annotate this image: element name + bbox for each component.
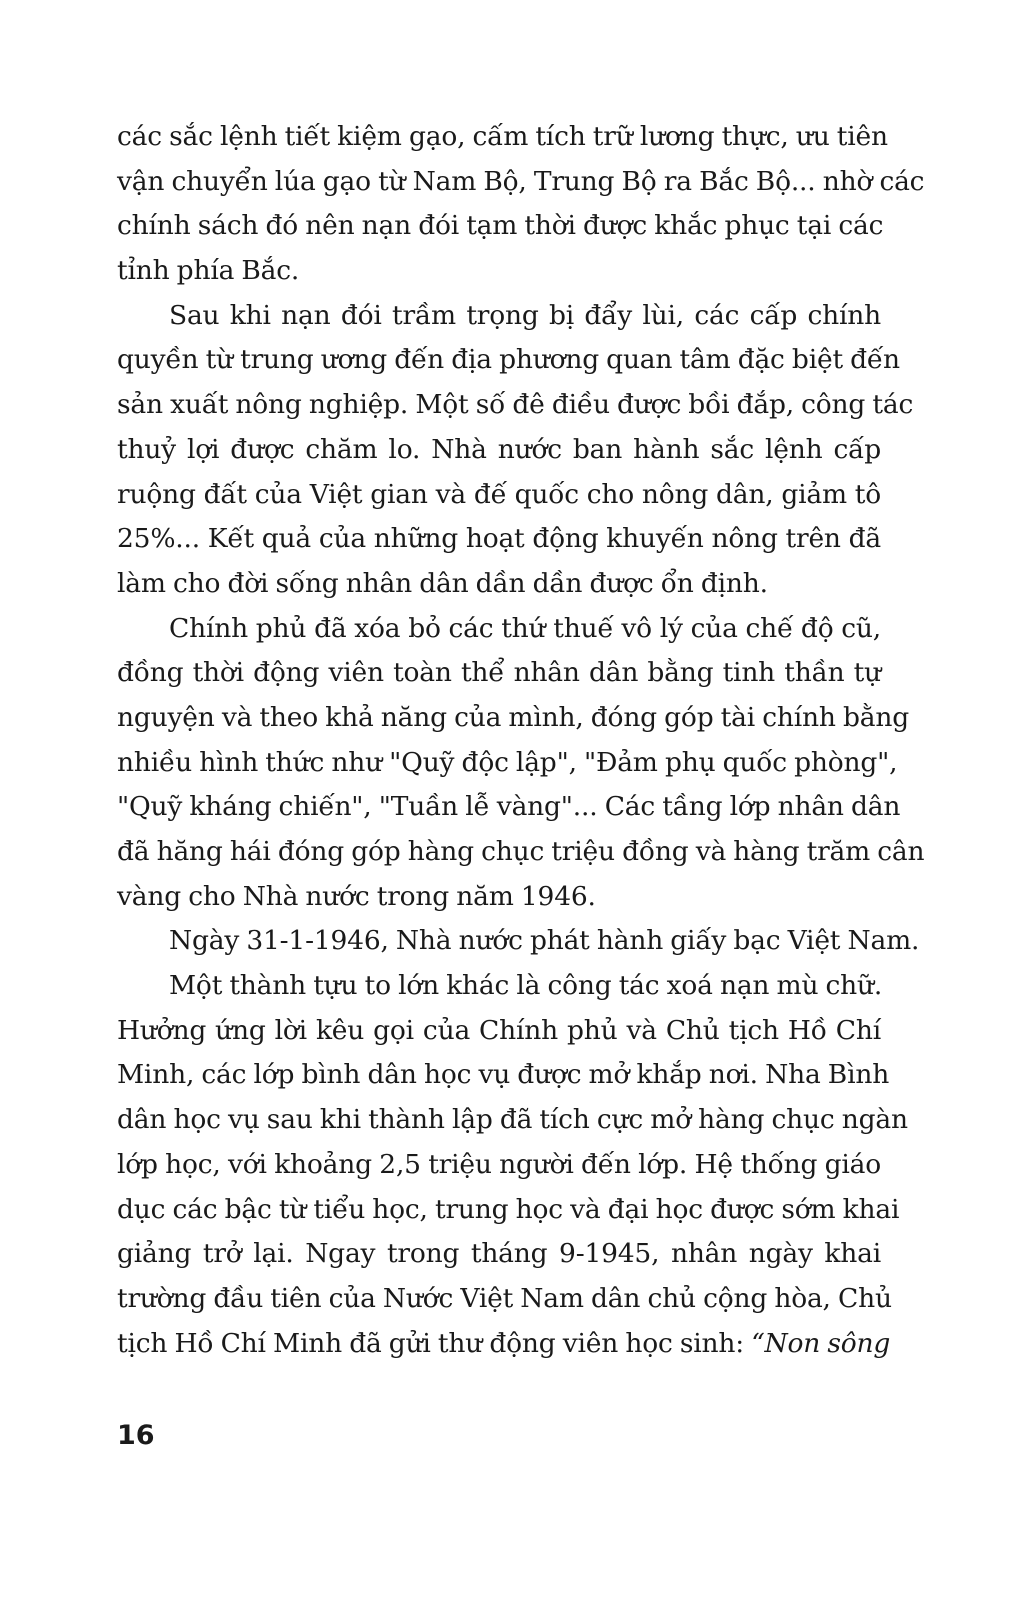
text-line-final-roman: tịch Hồ Chí Minh đã gửi thư động viên học sinh: <box>117 1327 752 1359</box>
text-line: sản xuất nông nghiệp. Một số đê điều được bồi đắp, công tác <box>117 389 914 421</box>
text-line: Sau khi nạn đói trầm trọng bị đẩy lùi, các cấp chính <box>169 299 881 331</box>
text-line: trường đầu tiên của Nước Việt Nam dân chủ cộng hòa, Chủ <box>117 1282 892 1314</box>
text-line: đã hăng hái đóng góp hàng chục triệu đồng và hàng trăm cân <box>117 836 925 867</box>
text-line-final <box>117 1322 891 1367</box>
text-line: Hưởng ứng lời kêu gọi của Chính phủ và Chủ tịch Hồ Chí <box>117 1014 881 1046</box>
quote-start-italic: “Non sông <box>751 1327 891 1359</box>
text-line: nhiều hình thức như "Quỹ độc lập", "Đảm phụ quốc phòng", <box>117 746 898 778</box>
text-line: Ngày 31-1-1946, Nhà nước phát hành giấy bạc Việt Nam. <box>169 925 920 957</box>
text-line: vận chuyển lúa gạo từ Nam Bộ, Trung Bộ ra Bắc Bộ... nhờ các <box>117 165 925 197</box>
text-line: tỉnh phía Bắc. <box>117 255 300 287</box>
text-line: lớp học, với khoảng 2,5 triệu người đến lớp. Hệ thống giáo <box>117 1148 881 1180</box>
text-line: Một thành tựu to lớn khác là công tác xoá nạn mù chữ. <box>169 970 883 1002</box>
text-line: làm cho đời sống nhân dân dần dần được ổn định. <box>117 567 768 599</box>
text-line: đồng thời động viên toàn thể nhân dân bằng tinh thần tự <box>117 657 881 689</box>
text-line: các sắc lệnh tiết kiệm gạo, cấm tích trữ lương thực, ưu tiên <box>117 121 888 152</box>
text-line: thuỷ lợi được chăm lo. Nhà nước ban hành sắc lệnh cấp <box>117 433 881 465</box>
text-line: dục các bậc từ tiểu học, trung học và đại học được sớm khai <box>117 1193 900 1225</box>
page-number: 16 <box>117 1420 155 1451</box>
text-line: vàng cho Nhà nước trong năm 1946. <box>117 880 596 912</box>
text-line: quyền từ trung ương đến địa phương quan tâm đặc biệt đến <box>117 344 900 376</box>
text-line: Chính phủ đã xóa bỏ các thứ thuế vô lý của chế độ cũ, <box>169 612 881 644</box>
text-line: dân học vụ sau khi thành lập đã tích cực mở hàng chục ngàn <box>117 1104 908 1136</box>
text-line: 25%... Kết quả của những hoạt động khuyến nông trên đã <box>117 523 881 555</box>
text-line: chính sách đó nên nạn đói tạm thời được khắc phục tại các <box>117 210 884 242</box>
text-line: nguyện và theo khả năng của mình, đóng góp tài chính bằng <box>117 701 909 733</box>
text-line: Minh, các lớp bình dân học vụ được mở khắp nơi. Nha Bình <box>117 1059 890 1091</box>
text-line: ruộng đất của Việt gian và đế quốc cho nông dân, giảm tô <box>117 478 881 510</box>
body-text <box>117 115 925 1366</box>
text-line: "Quỹ kháng chiến", "Tuần lễ vàng"... Các tầng lớp nhân dân <box>117 791 901 823</box>
text-line: giảng trở lại. Ngay trong tháng 9-1945, nhân ngày khai <box>117 1238 881 1270</box>
